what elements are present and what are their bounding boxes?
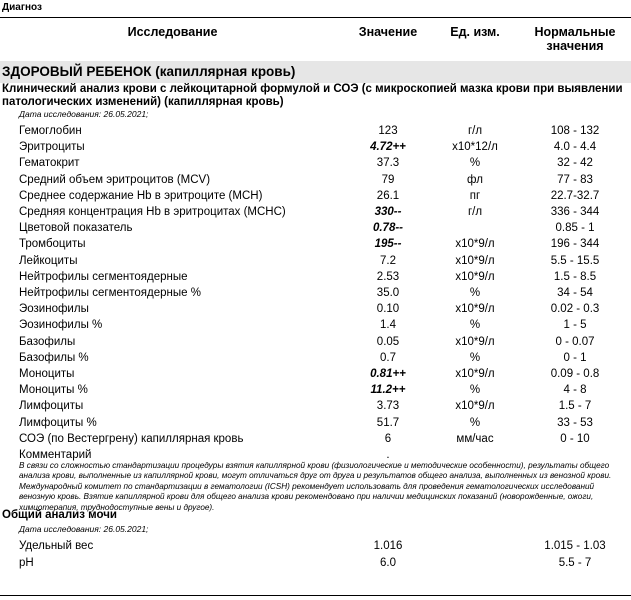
result-range: 4 - 8 — [563, 384, 587, 397]
table-row — [0, 319, 631, 335]
table-row — [0, 222, 631, 238]
result-unit: x10*9/л — [455, 238, 495, 251]
table-row — [0, 417, 631, 433]
result-unit: x10*9/л — [455, 254, 495, 267]
result-unit: x10*12/л — [452, 141, 498, 154]
result-value: 0.78-- — [372, 222, 404, 235]
result-name: Эозинофилы % — [19, 319, 103, 332]
result-value: 51.7 — [376, 416, 400, 429]
result-value: 11.2++ — [370, 384, 406, 397]
table-row — [0, 238, 631, 254]
result-unit: % — [469, 384, 481, 397]
result-name: pH — [19, 556, 34, 569]
result-name: Лимфоциты % — [19, 416, 97, 429]
result-unit: % — [469, 416, 481, 429]
result-unit: x10*9/л — [455, 270, 495, 283]
diagnosis-label: Диагноз — [2, 2, 42, 13]
result-name: Удельный вес — [19, 540, 94, 552]
result-value: 79 — [381, 173, 395, 186]
result-unit: x10*9/л — [455, 368, 495, 380]
result-range: 196 - 344 — [550, 238, 600, 251]
table-row — [0, 255, 631, 271]
table-row — [0, 141, 631, 157]
result-value: 4.72++ — [370, 141, 406, 154]
result-unit: мм/час — [456, 432, 494, 445]
result-range: 22.7-32.7 — [550, 189, 600, 202]
urine-analysis-title: Общий анализ мочи — [2, 509, 117, 521]
result-range: 4.0 - 4.4 — [553, 141, 597, 154]
result-name: Средняя концентрация Hb в эритроцитах (MCHC) — [19, 206, 286, 218]
result-value: 7.2 — [380, 254, 396, 267]
result-range: 34 - 54 — [557, 287, 593, 299]
result-range: 336 - 344 — [550, 206, 600, 218]
column-header-study: Исследование — [127, 25, 218, 39]
result-name: Средний объем эритроцитов (MCV) — [19, 173, 211, 186]
result-unit: x10*9/л — [455, 335, 495, 348]
table-row — [0, 190, 631, 206]
result-name: Комментарий — [19, 449, 92, 461]
result-value: 37.3 — [376, 157, 400, 170]
result-range: 0 - 0.07 — [555, 335, 595, 348]
result-name: Цветовой показатель — [19, 222, 133, 235]
result-name: Нейтрофилы сегментоядерные % — [19, 287, 201, 299]
table-row — [0, 157, 631, 173]
table-row — [0, 352, 631, 368]
result-name: Среднее содержание Hb в эритроците (MCH) — [19, 189, 263, 202]
result-value: 330-- — [374, 206, 402, 218]
result-range: 0.85 - 1 — [555, 222, 595, 235]
result-value: 6.0 — [380, 556, 396, 569]
result-value: 26.1 — [376, 189, 400, 202]
result-name: Тромбоциты — [19, 238, 86, 251]
result-value: 6 — [384, 432, 392, 445]
result-value: 1.016 — [373, 540, 403, 552]
result-unit: г/л — [467, 206, 483, 218]
result-name: Базофилы — [19, 335, 76, 348]
result-unit: % — [469, 157, 481, 170]
result-value: 0.05 — [376, 335, 400, 348]
result-name: Эозинофилы — [19, 303, 89, 316]
table-row — [0, 125, 631, 141]
table-row — [0, 557, 631, 573]
column-header-unit: Ед. изм. — [450, 25, 500, 39]
result-range: 5.5 - 15.5 — [550, 254, 600, 267]
result-name: Гемоглобин — [19, 125, 82, 137]
column-header-norm: Нормальные значения — [534, 25, 616, 53]
header-divider — [0, 17, 631, 18]
result-range: 0.09 - 0.8 — [550, 368, 600, 380]
result-range: 77 - 83 — [557, 173, 593, 186]
result-range: 5.5 - 7 — [558, 556, 592, 569]
bottom-divider — [0, 595, 631, 596]
result-value: 1.4 — [380, 319, 396, 332]
urine-analysis-date: Дата исследования: 26.05.2021; — [19, 524, 149, 534]
table-row — [0, 271, 631, 287]
result-unit: % — [469, 287, 481, 299]
result-name: Лимфоциты — [19, 400, 84, 413]
result-name: Лейкоциты — [19, 254, 78, 267]
result-unit: % — [469, 319, 481, 332]
result-name: Моноциты — [19, 368, 75, 380]
result-value: . — [386, 449, 390, 461]
column-header-value: Значение — [358, 25, 418, 39]
result-name: Гематокрит — [19, 157, 80, 170]
result-range: 1.015 - 1.03 — [544, 540, 606, 552]
table-row — [0, 206, 631, 222]
result-name: Нейтрофилы сегментоядерные — [19, 270, 188, 283]
result-unit: пг — [469, 189, 481, 202]
table-row — [0, 303, 631, 319]
result-unit: фл — [467, 173, 483, 186]
table-row — [0, 540, 631, 556]
table-row — [0, 433, 631, 449]
result-range: 0 - 1 — [563, 351, 587, 364]
table-row — [0, 368, 631, 384]
result-name: Базофилы % — [19, 351, 89, 364]
result-range: 32 - 42 — [557, 157, 593, 170]
table-row — [0, 400, 631, 416]
result-value: 35.0 — [376, 287, 400, 299]
table-row — [0, 384, 631, 400]
result-value: 2.53 — [376, 270, 400, 283]
result-name: Моноциты % — [19, 384, 88, 397]
result-value: 123 — [378, 125, 398, 137]
result-value: 0.10 — [376, 303, 400, 316]
result-value: 3.73 — [376, 400, 400, 413]
result-range: 1.5 - 7 — [558, 400, 592, 413]
section-title: ЗДОРОВЫЙ РЕБЕНОК (капиллярная кровь) — [2, 64, 296, 79]
result-value: 195-- — [374, 238, 402, 251]
blood-analysis-date: Дата исследования: 26.05.2021; — [19, 109, 149, 119]
result-range: 108 - 132 — [550, 125, 600, 137]
result-value: 0.7 — [380, 351, 396, 364]
result-range: 0.02 - 0.3 — [550, 303, 600, 316]
result-name: СОЭ (по Вестергрену) капиллярная кровь — [19, 432, 244, 445]
result-value: 0.81++ — [370, 368, 406, 380]
table-row — [0, 174, 631, 190]
table-row — [0, 336, 631, 352]
capillary-blood-note: В связи со сложностью стандартизации процедуры взятия капиллярной крови (физиологические и методические особенности), результаты общего анализа крови, выполненные из капиллярной крови, могут отличаться друг от друга и результатов общего анализа, выполненных из венозной крови. Международный комитет по стандартизации в гематологии (ICSH) рекомендует использовать для проведения гематологических исследований венозную кровь. Взятие капиллярной крови для общего анализа крови рекомендовано при наличии медицинских показаний (новорожденные, ожоги, химиотерапия, труднодоступные вены и другое). — [19, 461, 612, 512]
result-name: Эритроциты — [19, 141, 85, 154]
result-range: 1 - 5 — [563, 319, 587, 332]
result-unit: x10*9/л — [455, 400, 495, 413]
result-unit: г/л — [467, 125, 483, 137]
result-unit: % — [469, 351, 481, 364]
result-range: 1.5 - 8.5 — [553, 270, 597, 283]
result-unit: x10*9/л — [455, 303, 495, 316]
blood-analysis-title: Клинический анализ крови с лейкоцитарной формулой и СОЭ (с микроскопией мазка крови при выявлении патологических изменений) (капиллярная кровь) — [2, 83, 623, 108]
result-range: 33 - 53 — [557, 416, 593, 429]
table-row — [0, 287, 631, 303]
result-range: 0 - 10 — [560, 432, 590, 445]
